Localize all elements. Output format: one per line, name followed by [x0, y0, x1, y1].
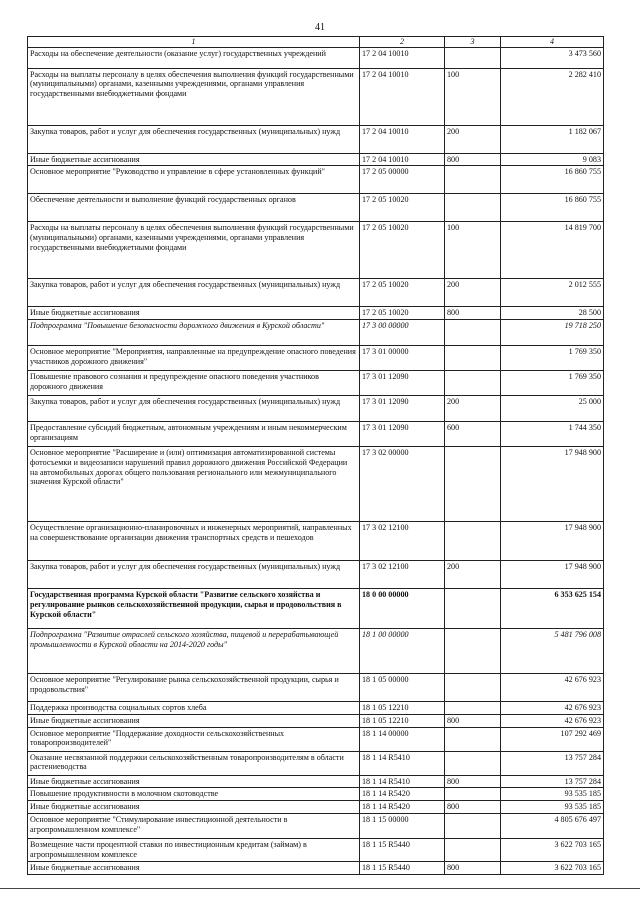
row-name-cell: Иные бюджетные ассигнования	[28, 307, 360, 320]
table-row	[28, 702, 604, 715]
row-amount-cell: 16 860 755	[501, 194, 604, 222]
table-row	[28, 629, 604, 674]
row-name-cell: Подпрограмма "Повышение безопасности дорожного движения в Курской области"	[28, 320, 360, 346]
table-row	[28, 125, 604, 153]
table-row	[28, 751, 604, 775]
row-type-cell: 800	[445, 153, 501, 166]
row-code-cell: 18 1 14 R5420	[360, 801, 445, 814]
row-amount-cell: 16 860 755	[501, 166, 604, 194]
row-name-cell: Основное мероприятие "Стимулирование инвестиционной деятельности в агропромышленном комплексе"	[28, 813, 360, 838]
row-amount-cell: 17 948 900	[501, 561, 604, 589]
column-header-amount: 4	[501, 37, 604, 48]
row-name-cell: Закупка товаров, работ и услуг для обеспечения государственных (муниципальных) нужд	[28, 561, 360, 589]
row-amount-cell: 3 622 703 165	[501, 861, 604, 874]
row-code-cell: 17 2 05 10020	[360, 222, 445, 279]
row-name-cell: Государственная программа Курской области "Развитие сельского хозяйства и регулирование рынков сельскохозяйственной продукции, сырья и продовольствия в Курской области"	[28, 589, 360, 629]
row-type-cell: 200	[445, 396, 501, 422]
row-name-cell: Иные бюджетные ассигнования	[28, 153, 360, 166]
table-row	[28, 674, 604, 702]
table-row	[28, 422, 604, 447]
row-code-cell: 18 1 15 R5440	[360, 838, 445, 861]
table-header-row	[28, 37, 604, 48]
row-amount-cell: 4 805 676 497	[501, 813, 604, 838]
row-type-cell	[445, 194, 501, 222]
row-code-cell: 17 2 05 00000	[360, 166, 445, 194]
row-type-cell	[445, 727, 501, 751]
row-code-cell: 18 1 14 00000	[360, 727, 445, 751]
row-type-cell	[445, 838, 501, 861]
row-name-cell: Расходы на обеспечение деятельности (оказание услуг) государственных учреждений	[28, 47, 360, 68]
row-name-cell: Основное мероприятие "Расширение и (или) оптимизация автоматизированной системы фотосъемки и видеозаписи нарушений правил дорожного движения Российской Федерации на автомобильных дорогах общего пользования регионального или межмуниципального значения Курской области"	[28, 447, 360, 522]
row-amount-cell: 17 948 900	[501, 447, 604, 522]
row-amount-cell: 2 012 555	[501, 279, 604, 307]
table-row	[28, 346, 604, 371]
row-code-cell: 17 3 00 00000	[360, 320, 445, 346]
row-name-cell: Иные бюджетные ассигнования	[28, 801, 360, 814]
row-type-cell	[445, 371, 501, 396]
row-type-cell	[445, 47, 501, 68]
row-name-cell: Закупка товаров, работ и услуг для обеспечения государственных (муниципальных) нужд	[28, 396, 360, 422]
row-type-cell: 800	[445, 775, 501, 788]
row-type-cell: 200	[445, 279, 501, 307]
row-code-cell: 17 3 02 12100	[360, 522, 445, 561]
row-type-cell	[445, 522, 501, 561]
table-row	[28, 396, 604, 422]
row-amount-cell: 13 757 284	[501, 751, 604, 775]
row-amount-cell: 42 676 923	[501, 715, 604, 728]
row-code-cell: 17 2 05 10020	[360, 307, 445, 320]
row-code-cell: 18 1 05 12210	[360, 715, 445, 728]
row-type-cell	[445, 813, 501, 838]
row-code-cell: 18 0 00 00000	[360, 589, 445, 629]
row-amount-cell: 42 676 923	[501, 702, 604, 715]
row-type-cell	[445, 751, 501, 775]
table-row	[28, 222, 604, 279]
row-amount-cell: 3 473 560	[501, 47, 604, 68]
budget-table	[27, 36, 604, 875]
row-amount-cell: 1 182 067	[501, 125, 604, 153]
row-code-cell: 17 3 01 00000	[360, 346, 445, 371]
row-code-cell: 18 1 00 00000	[360, 629, 445, 674]
row-code-cell: 18 1 14 R5420	[360, 788, 445, 801]
row-type-cell: 200	[445, 125, 501, 153]
row-type-cell	[445, 166, 501, 194]
row-code-cell: 17 2 04 10010	[360, 125, 445, 153]
row-type-cell: 800	[445, 861, 501, 874]
row-code-cell: 17 3 01 12090	[360, 422, 445, 447]
row-code-cell: 17 2 04 10010	[360, 68, 445, 125]
row-type-cell	[445, 447, 501, 522]
column-header-code: 2	[360, 37, 445, 48]
row-type-cell: 100	[445, 68, 501, 125]
table-row	[28, 861, 604, 874]
row-type-cell	[445, 629, 501, 674]
row-amount-cell: 9 083	[501, 153, 604, 166]
row-code-cell: 18 1 14 R5410	[360, 751, 445, 775]
row-amount-cell: 1 744 350	[501, 422, 604, 447]
table-row	[28, 447, 604, 522]
row-name-cell: Повышение правового сознания и предупреждение опасного поведения участников дорожного движения	[28, 371, 360, 396]
row-type-cell: 800	[445, 307, 501, 320]
table-row	[28, 47, 604, 68]
row-amount-cell: 107 292 469	[501, 727, 604, 751]
row-name-cell: Основное мероприятие "Поддержание доходности сельскохозяйственных товаропроизводителей"	[28, 727, 360, 751]
row-type-cell	[445, 589, 501, 629]
page-bottom-rule	[0, 888, 640, 889]
table-row	[28, 194, 604, 222]
column-header-name: 1	[28, 37, 360, 48]
row-amount-cell: 25 000	[501, 396, 604, 422]
row-code-cell: 18 1 05 00000	[360, 674, 445, 702]
row-amount-cell: 1 769 350	[501, 371, 604, 396]
table-row	[28, 279, 604, 307]
row-name-cell: Закупка товаров, работ и услуг для обеспечения государственных (муниципальных) нужд	[28, 125, 360, 153]
row-name-cell: Иные бюджетные ассигнования	[28, 861, 360, 874]
row-type-cell	[445, 702, 501, 715]
row-code-cell: 17 3 01 12090	[360, 371, 445, 396]
row-amount-cell: 93 535 185	[501, 801, 604, 814]
table-row	[28, 307, 604, 320]
row-name-cell: Закупка товаров, работ и услуг для обеспечения государственных (муниципальных) нужд	[28, 279, 360, 307]
row-amount-cell: 5 481 796 008	[501, 629, 604, 674]
row-type-cell: 800	[445, 715, 501, 728]
row-code-cell: 18 1 05 12210	[360, 702, 445, 715]
table-row	[28, 371, 604, 396]
row-name-cell: Подпрограмма "Развитие отраслей сельского хозяйства, пищевой и перерабатывающей промышленности в Курской области на 2014-2020 годы"	[28, 629, 360, 674]
row-code-cell: 17 3 02 00000	[360, 447, 445, 522]
table-row	[28, 801, 604, 814]
row-amount-cell: 93 535 185	[501, 788, 604, 801]
table-row	[28, 68, 604, 125]
row-amount-cell: 14 819 700	[501, 222, 604, 279]
table-row	[28, 166, 604, 194]
row-code-cell: 18 1 15 R5440	[360, 861, 445, 874]
row-name-cell: Основное мероприятие "Мероприятия, направленные на предупреждение опасного поведения участников дорожного движения"	[28, 346, 360, 371]
row-name-cell: Поддержка производства социальных сортов хлеба	[28, 702, 360, 715]
table-row	[28, 320, 604, 346]
row-amount-cell: 13 757 284	[501, 775, 604, 788]
row-amount-cell: 1 769 350	[501, 346, 604, 371]
table-row	[28, 788, 604, 801]
row-name-cell: Расходы на выплаты персоналу в целях обеспечения выполнения функций государственными (муниципальными) органами, казенными учреждениями, органами управления государственными внебюджетными фондами	[28, 68, 360, 125]
row-type-cell	[445, 674, 501, 702]
row-amount-cell: 2 282 410	[501, 68, 604, 125]
row-name-cell: Иные бюджетные ассигнования	[28, 775, 360, 788]
row-name-cell: Повышение продуктивности в молочном скотоводстве	[28, 788, 360, 801]
row-code-cell: 17 2 04 10010	[360, 153, 445, 166]
table-row	[28, 838, 604, 861]
row-amount-cell: 6 353 625 154	[501, 589, 604, 629]
row-code-cell: 17 2 05 10020	[360, 279, 445, 307]
table-row	[28, 727, 604, 751]
row-amount-cell: 28 500	[501, 307, 604, 320]
row-code-cell: 18 1 15 00000	[360, 813, 445, 838]
row-name-cell: Обеспечение деятельности и выполнение функций государственных органов	[28, 194, 360, 222]
table-row	[28, 522, 604, 561]
row-code-cell: 17 3 02 12100	[360, 561, 445, 589]
row-code-cell: 17 2 04 10010	[360, 47, 445, 68]
table-row	[28, 775, 604, 788]
row-name-cell: Оказание несвязанной поддержки сельскохозяйственным товаропроизводителям в области растениеводства	[28, 751, 360, 775]
row-amount-cell: 3 622 703 165	[501, 838, 604, 861]
row-name-cell: Возмещение части процентной ставки по инвестиционным кредитам (займам) в агропромышленном комплексе	[28, 838, 360, 861]
row-name-cell: Предоставление субсидий бюджетным, автономным учреждениям и иным некоммерческим организациям	[28, 422, 360, 447]
row-amount-cell: 42 676 923	[501, 674, 604, 702]
table-row	[28, 715, 604, 728]
row-code-cell: 17 2 05 10020	[360, 194, 445, 222]
row-amount-cell: 19 718 250	[501, 320, 604, 346]
row-type-cell: 100	[445, 222, 501, 279]
row-name-cell: Расходы на выплаты персоналу в целях обеспечения выполнения функций государственными (муниципальными) органами, казенными учреждениями, органами управления государственными внебюджетными фондами	[28, 222, 360, 279]
row-name-cell: Осуществление организационно-планировочных и инженерных мероприятий, направленных на совершенствование организации движения транспортных средств и пешеходов	[28, 522, 360, 561]
table-row	[28, 561, 604, 589]
table-row	[28, 153, 604, 166]
table-row	[28, 589, 604, 629]
row-code-cell: 18 1 14 R5410	[360, 775, 445, 788]
row-type-cell	[445, 320, 501, 346]
row-amount-cell: 17 948 900	[501, 522, 604, 561]
column-header-type: 3	[445, 37, 501, 48]
row-type-cell: 200	[445, 561, 501, 589]
row-type-cell: 600	[445, 422, 501, 447]
page-number: 41	[315, 22, 325, 33]
row-name-cell: Основное мероприятие "Руководство и управление в сфере установленных функций"	[28, 166, 360, 194]
row-name-cell: Иные бюджетные ассигнования	[28, 715, 360, 728]
row-name-cell: Основное мероприятие "Регулирование рынка сельскохозяйственной продукции, сырья и продовольствия"	[28, 674, 360, 702]
row-type-cell: 800	[445, 801, 501, 814]
row-type-cell	[445, 346, 501, 371]
row-type-cell	[445, 788, 501, 801]
row-code-cell: 17 3 01 12090	[360, 396, 445, 422]
table-row	[28, 813, 604, 838]
